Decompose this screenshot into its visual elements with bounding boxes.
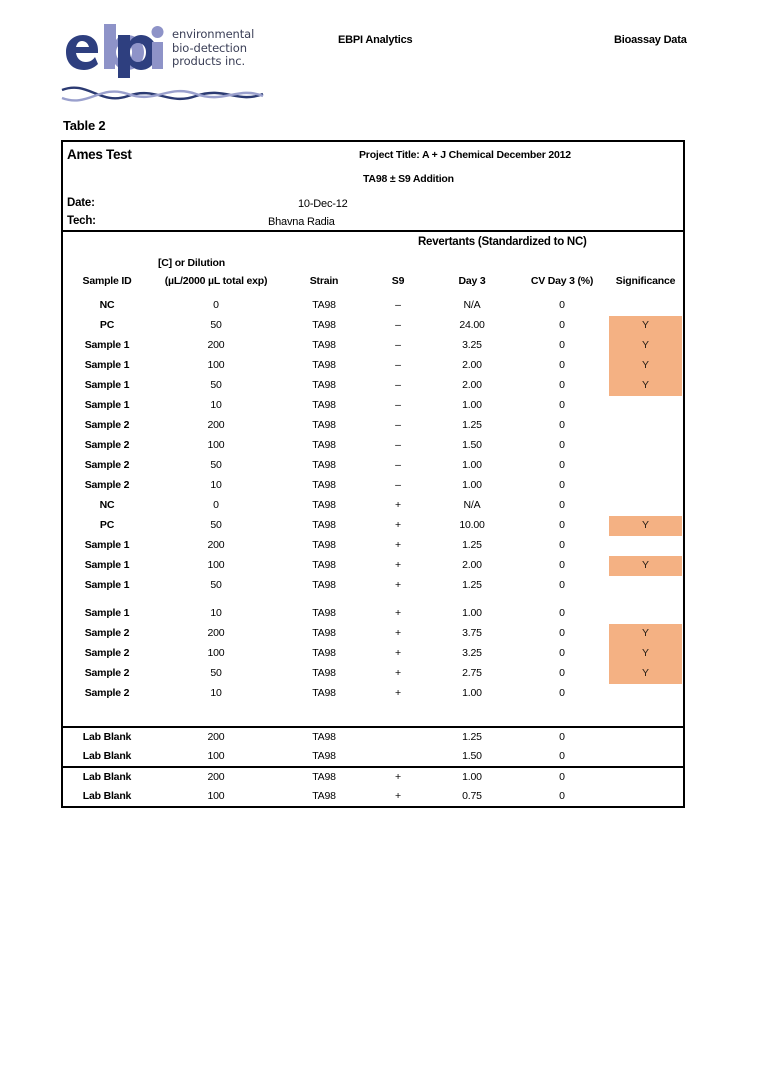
cell-concentration: 10 xyxy=(210,399,222,411)
cell-s9: – xyxy=(395,459,401,471)
cell-concentration: 100 xyxy=(207,750,225,762)
cell-strain: TA98 xyxy=(312,647,336,659)
logo-wave-graphic xyxy=(60,82,265,110)
cell-concentration: 50 xyxy=(210,379,222,391)
cell-strain: TA98 xyxy=(312,687,336,699)
cell-sample-id: Sample 1 xyxy=(84,539,130,551)
cell-day3: 1.25 xyxy=(462,539,482,551)
cell-concentration: 50 xyxy=(210,459,222,471)
cell-concentration: 100 xyxy=(207,359,225,371)
col-header-significance: Significance xyxy=(615,275,676,287)
cell-concentration: 0 xyxy=(213,499,219,511)
cell-cv-day3: 0 xyxy=(559,499,565,511)
cell-cv-day3: 0 xyxy=(559,579,565,591)
project-title-value: A + J Chemical December 2012 xyxy=(421,149,571,161)
cell-cv-day3: 0 xyxy=(559,667,565,679)
header-right-title: Bioassay Data xyxy=(614,34,687,46)
table-row xyxy=(63,556,683,576)
assay-info-block xyxy=(63,142,683,232)
table-row xyxy=(63,336,683,356)
cell-day3: N/A xyxy=(463,299,481,311)
cell-sample-id: Sample 1 xyxy=(84,339,130,351)
cell-s9: + xyxy=(395,667,401,679)
cell-day3: 2.75 xyxy=(462,667,482,679)
col-header-day3: Day 3 xyxy=(458,275,486,287)
cell-concentration: 100 xyxy=(207,647,225,659)
cell-s9: + xyxy=(395,559,401,571)
cell-strain: TA98 xyxy=(312,539,336,551)
cell-cv-day3: 0 xyxy=(559,731,565,743)
cell-cv-day3: 0 xyxy=(559,339,565,351)
cell-s9: + xyxy=(395,607,401,619)
cell-sample-id: NC xyxy=(99,499,115,511)
cell-day3: 2.00 xyxy=(462,379,482,391)
cell-day3: 2.00 xyxy=(462,359,482,371)
lab-blank-group-minus-s9 xyxy=(63,726,683,766)
cell-cv-day3: 0 xyxy=(559,750,565,762)
cell-day3: 1.25 xyxy=(462,419,482,431)
cell-concentration: 200 xyxy=(207,731,225,743)
cell-day3: 3.75 xyxy=(462,627,482,639)
cell-s9: + xyxy=(395,519,401,531)
table-row xyxy=(63,456,683,476)
cell-day3: 1.00 xyxy=(462,459,482,471)
cell-strain: TA98 xyxy=(312,459,336,471)
cell-sample-id: Sample 2 xyxy=(84,687,130,699)
cell-sample-id: Sample 1 xyxy=(84,579,130,591)
cell-concentration: 100 xyxy=(207,790,225,802)
cell-sample-id: Sample 1 xyxy=(84,359,130,371)
page-header xyxy=(0,0,757,118)
cell-sample-id: PC xyxy=(99,319,115,331)
table-row xyxy=(63,316,683,336)
cell-concentration: 10 xyxy=(210,607,222,619)
cell-s9: + xyxy=(395,579,401,591)
cell-s9: – xyxy=(395,399,401,411)
table-row xyxy=(63,664,683,684)
cell-concentration: 10 xyxy=(210,479,222,491)
cell-significance: Y xyxy=(641,647,649,659)
header-center-title: EBPI Analytics xyxy=(338,34,413,46)
cell-cv-day3: 0 xyxy=(559,399,565,411)
cell-s9: + xyxy=(395,790,401,802)
tech-value: Bhavna Radia xyxy=(268,216,335,228)
table-row xyxy=(63,476,683,496)
table-row xyxy=(63,376,683,396)
cell-sample-id: Lab Blank xyxy=(82,771,132,783)
project-title-line xyxy=(359,149,571,161)
cell-s9: + xyxy=(395,771,401,783)
cell-strain: TA98 xyxy=(312,399,336,411)
cell-cv-day3: 0 xyxy=(559,790,565,802)
table-row xyxy=(63,436,683,456)
cell-sample-id: Sample 2 xyxy=(84,419,130,431)
cell-strain: TA98 xyxy=(312,419,336,431)
cell-s9: + xyxy=(395,539,401,551)
revertants-group-header: Revertants (Standardized to NC) xyxy=(418,236,587,248)
cell-day3: 1.25 xyxy=(462,731,482,743)
cell-s9: – xyxy=(395,419,401,431)
cell-concentration: 0 xyxy=(213,299,219,311)
cell-s9: + xyxy=(395,627,401,639)
cell-strain: TA98 xyxy=(312,750,336,762)
cell-concentration: 200 xyxy=(207,627,225,639)
cell-significance: Y xyxy=(641,319,649,331)
column-header-row xyxy=(63,275,683,293)
cell-strain: TA98 xyxy=(312,731,336,743)
date-value: 10-Dec-12 xyxy=(298,198,348,210)
cell-s9: – xyxy=(395,299,401,311)
cell-concentration: 10 xyxy=(210,687,222,699)
cell-sample-id: NC xyxy=(99,299,115,311)
cell-concentration: 50 xyxy=(210,579,222,591)
cell-strain: TA98 xyxy=(312,519,336,531)
cell-strain: TA98 xyxy=(312,790,336,802)
table-row xyxy=(63,787,683,806)
cell-day3: 1.00 xyxy=(462,771,482,783)
cell-concentration: 200 xyxy=(207,339,225,351)
cell-strain: TA98 xyxy=(312,319,336,331)
table-row xyxy=(63,576,683,596)
cell-cv-day3: 0 xyxy=(559,439,565,451)
cell-cv-day3: 0 xyxy=(559,419,565,431)
cell-cv-day3: 0 xyxy=(559,459,565,471)
col-header-concentration: (µL/2000 µL total exp) xyxy=(164,275,268,287)
cell-s9: – xyxy=(395,359,401,371)
cell-day3: 1.50 xyxy=(462,750,482,762)
cell-cv-day3: 0 xyxy=(559,539,565,551)
cell-strain: TA98 xyxy=(312,339,336,351)
table-row xyxy=(63,296,683,316)
logo-tagline-line-3: products inc. xyxy=(172,54,246,68)
cell-s9: – xyxy=(395,339,401,351)
cell-day3: 1.00 xyxy=(462,399,482,411)
cell-strain: TA98 xyxy=(312,479,336,491)
cell-cv-day3: 0 xyxy=(559,379,565,391)
cell-cv-day3: 0 xyxy=(559,299,565,311)
logo-tagline-line-2: bio-detection xyxy=(172,40,247,55)
cell-significance: Y xyxy=(641,379,649,391)
table-row xyxy=(63,728,683,747)
cell-cv-day3: 0 xyxy=(559,319,565,331)
cell-day3: 1.00 xyxy=(462,687,482,699)
cell-sample-id: Sample 1 xyxy=(84,399,130,411)
cell-concentration: 50 xyxy=(210,319,222,331)
cell-significance: Y xyxy=(641,559,649,571)
tech-label: Tech: xyxy=(67,215,96,227)
col-header-s9: S9 xyxy=(391,275,405,287)
table-row xyxy=(63,516,683,536)
cell-cv-day3: 0 xyxy=(559,359,565,371)
table-row xyxy=(63,416,683,436)
cell-strain: TA98 xyxy=(312,627,336,639)
table-row xyxy=(63,747,683,766)
cell-day3: 2.00 xyxy=(462,559,482,571)
cell-significance: Y xyxy=(641,339,649,351)
cell-significance: Y xyxy=(641,359,649,371)
table-row xyxy=(63,624,683,644)
table-row xyxy=(63,396,683,416)
project-title-label: Project Title: xyxy=(359,149,420,161)
column-header-zone xyxy=(63,232,683,296)
cell-day3: 3.25 xyxy=(462,339,482,351)
cell-sample-id: Sample 1 xyxy=(84,379,130,391)
cell-concentration: 50 xyxy=(210,519,222,531)
cell-cv-day3: 0 xyxy=(559,687,565,699)
ames-test-table xyxy=(61,140,685,808)
cell-day3: 1.50 xyxy=(462,439,482,451)
cell-strain: TA98 xyxy=(312,607,336,619)
cell-sample-id: Sample 2 xyxy=(84,627,130,639)
date-label: Date: xyxy=(67,197,95,209)
ebpi-wordmark-icon xyxy=(60,22,164,78)
cell-strain: TA98 xyxy=(312,667,336,679)
rows-bottom-spacer xyxy=(63,704,683,726)
cell-sample-id: Sample 1 xyxy=(84,559,130,571)
cell-concentration: 200 xyxy=(207,539,225,551)
col-header-cv-day3: CV Day 3 (%) xyxy=(530,275,594,287)
cell-cv-day3: 0 xyxy=(559,479,565,491)
cell-sample-id: Lab Blank xyxy=(82,731,132,743)
cell-day3: 3.25 xyxy=(462,647,482,659)
cell-cv-day3: 0 xyxy=(559,607,565,619)
cell-concentration: 100 xyxy=(207,439,225,451)
cell-s9: – xyxy=(395,379,401,391)
cell-s9: – xyxy=(395,319,401,331)
cell-sample-id: Sample 2 xyxy=(84,647,130,659)
table-caption: Table 2 xyxy=(63,118,106,133)
cell-concentration: 100 xyxy=(207,559,225,571)
cell-strain: TA98 xyxy=(312,771,336,783)
cell-cv-day3: 0 xyxy=(559,559,565,571)
cell-sample-id: Sample 2 xyxy=(84,667,130,679)
col-header-strain: Strain xyxy=(309,275,339,287)
cell-concentration: 200 xyxy=(207,771,225,783)
cell-cv-day3: 0 xyxy=(559,647,565,659)
cell-sample-id: Lab Blank xyxy=(82,790,132,802)
cell-day3: 1.25 xyxy=(462,579,482,591)
cell-significance: Y xyxy=(641,627,649,639)
cell-day3: 1.00 xyxy=(462,607,482,619)
cell-sample-id: Sample 2 xyxy=(84,479,130,491)
cell-day3: 0.75 xyxy=(462,790,482,802)
col-header-sample-id: Sample ID xyxy=(82,275,132,287)
logo-tagline-line-1: environmental xyxy=(172,27,255,41)
cell-strain: TA98 xyxy=(312,379,336,391)
lab-blank-group-plus-s9 xyxy=(63,766,683,806)
cell-s9: + xyxy=(395,687,401,699)
cell-s9: – xyxy=(395,439,401,451)
cell-significance: Y xyxy=(641,519,649,531)
cell-sample-id: Sample 2 xyxy=(84,439,130,451)
logo-tagline xyxy=(172,22,254,69)
cell-s9: – xyxy=(395,479,401,491)
cell-concentration: 50 xyxy=(210,667,222,679)
cell-significance: Y xyxy=(641,667,649,679)
cell-strain: TA98 xyxy=(312,299,336,311)
table-row xyxy=(63,604,683,624)
cell-strain: TA98 xyxy=(312,439,336,451)
cell-concentration: 200 xyxy=(207,419,225,431)
strain-condition-line: TA98 ± S9 Addition xyxy=(363,173,454,185)
table-row xyxy=(63,684,683,704)
cell-s9: + xyxy=(395,647,401,659)
table-row xyxy=(63,536,683,556)
assay-title: Ames Test xyxy=(67,147,132,162)
cell-sample-id: Sample 2 xyxy=(84,459,130,471)
cell-cv-day3: 0 xyxy=(559,519,565,531)
main-data-rows xyxy=(63,296,683,704)
cell-day3: 24.00 xyxy=(459,319,485,331)
cell-day3: N/A xyxy=(463,499,481,511)
cell-cv-day3: 0 xyxy=(559,627,565,639)
table-row xyxy=(63,644,683,664)
cell-day3: 10.00 xyxy=(459,519,485,531)
table-row xyxy=(63,768,683,787)
cell-strain: TA98 xyxy=(312,559,336,571)
cell-strain: TA98 xyxy=(312,579,336,591)
cell-strain: TA98 xyxy=(312,359,336,371)
cell-sample-id: PC xyxy=(99,519,115,531)
ebpi-logo xyxy=(60,22,265,114)
table-row xyxy=(63,356,683,376)
cell-sample-id: Lab Blank xyxy=(82,750,132,762)
cell-strain: TA98 xyxy=(312,499,336,511)
concentration-subheader: [C] or Dilution xyxy=(158,257,225,269)
cell-s9: + xyxy=(395,499,401,511)
cell-day3: 1.00 xyxy=(462,479,482,491)
cell-sample-id: Sample 1 xyxy=(84,607,130,619)
cell-cv-day3: 0 xyxy=(559,771,565,783)
table-row xyxy=(63,496,683,516)
